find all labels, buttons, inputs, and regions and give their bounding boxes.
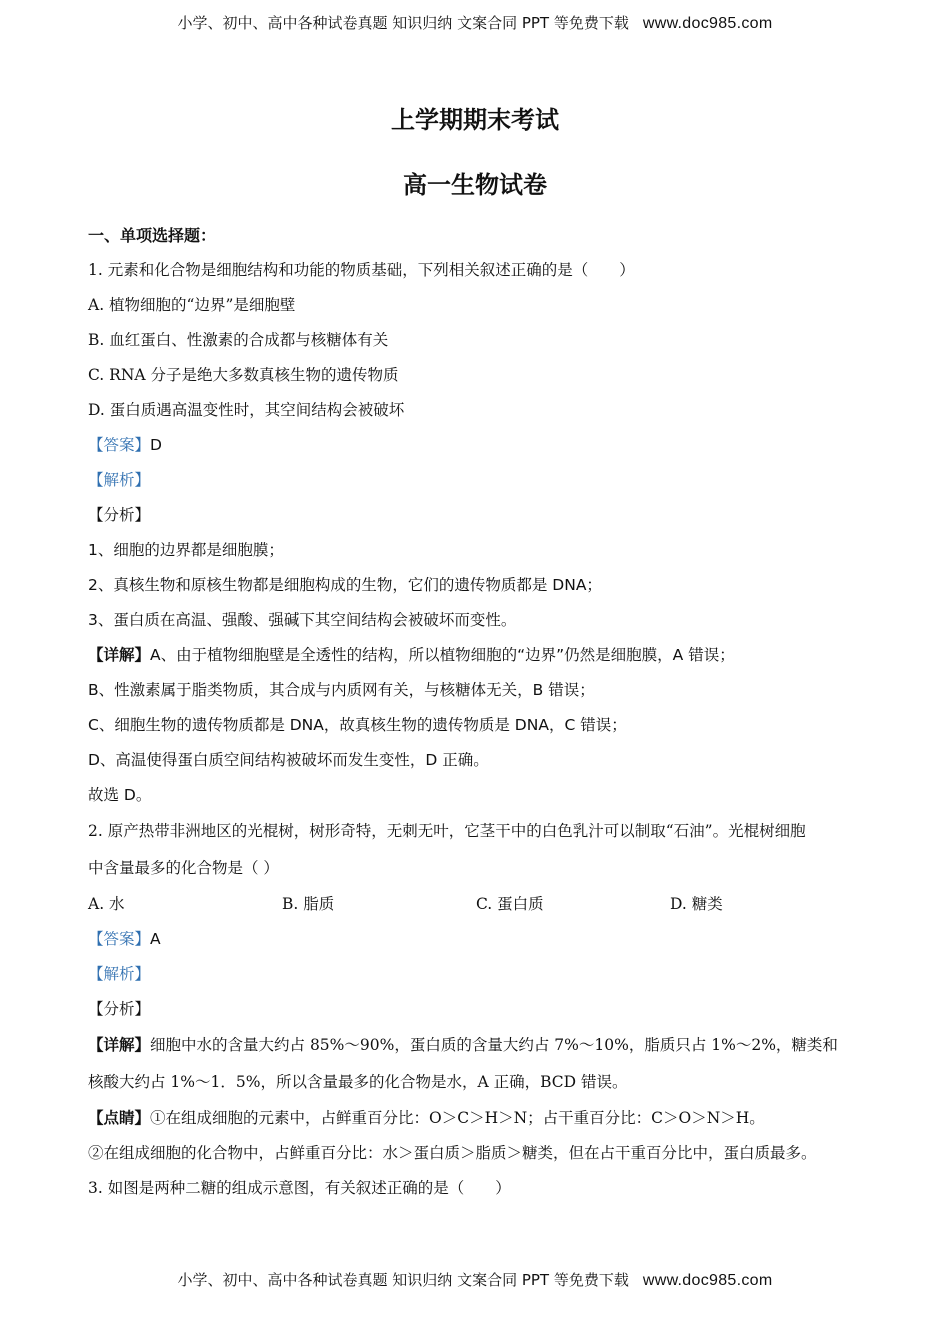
- q1-conclusion: 故选 D。: [88, 786, 152, 804]
- q1-analysis-tag: 【解析】: [88, 471, 151, 489]
- q2-stem-line-2: 中含量最多的化合物是（ ）: [88, 859, 279, 877]
- q1-stem: 1. 元素和化合物是细胞结构和功能的物质基础，下列相关叙述正确的是（ ）: [88, 261, 635, 279]
- q1-fenxi-line-3: 3、蛋白质在高温、强酸、强碱下其空间结构会被破坏而变性。: [88, 611, 517, 629]
- answer-value: D: [150, 436, 162, 454]
- answer-tag: 【答案】: [88, 436, 151, 454]
- q1-answer: [88, 428, 878, 463]
- footer-url[interactable]: www.doc985.com: [642, 1272, 773, 1289]
- q2-options: [88, 887, 878, 922]
- footer-text: 小学、初中、高中各种试卷真题 知识归纳 文案合同 PPT 等免费下载: [177, 1271, 629, 1289]
- q2-detail-line-2: 核酸大约占 1%～1．5%，所以含量最多的化合物是水，A 正确，BCD 错误。: [88, 1073, 628, 1091]
- exam-subtitle: 高一生物试卷: [403, 170, 547, 199]
- header-url[interactable]: www.doc985.com: [642, 15, 773, 32]
- dianjing-text: ①在组成细胞的元素中，占鲜重百分比：O＞C＞H＞N；占干重百分比：C＞O＞N＞H。: [150, 1109, 765, 1127]
- detail-text: 细胞中水的含量大约占 85%～90%，蛋白质的含量大约占 7%～10%，脂质只占 1%～2%，糖类和: [150, 1036, 838, 1054]
- q2-dianjing-line-1: [88, 1101, 878, 1136]
- document-body: [88, 218, 878, 1206]
- q1-fenxi-line-2: 2、真核生物和原核生物都是细胞构成的生物，它们的遗传物质都是 DNA；: [88, 576, 602, 594]
- detail-tag: 【详解】: [88, 646, 151, 664]
- q1-fenxi-line-1: 1、细胞的边界都是细胞膜；: [88, 541, 284, 559]
- q1-fenxi-tag: 【分析】: [88, 506, 151, 524]
- q2-detail-line-1: [88, 1027, 878, 1064]
- q1-detail-line-4: D、高温使得蛋白质空间结构被破坏而发生变性，D 正确。: [88, 751, 489, 769]
- header-text: 小学、初中、高中各种试卷真题 知识归纳 文案合同 PPT 等免费下载: [177, 14, 629, 32]
- q1-detail-line-1: [88, 638, 878, 673]
- q2-analysis-tag: 【解析】: [88, 965, 151, 983]
- dianjing-tag: 【点睛】: [88, 1109, 151, 1127]
- page-header: [0, 12, 950, 33]
- q2-option-c: C. 蛋白质: [476, 895, 544, 913]
- detail-text: A、由于植物细胞壁是全透性的结构，所以植物细胞的“边界”仍然是细胞膜，A 错误；: [150, 646, 735, 664]
- answer-value: A: [150, 930, 161, 948]
- q2-answer: [88, 922, 878, 957]
- q1-detail-line-3: C、细胞生物的遗传物质都是 DNA，故真核生物的遗传物质是 DNA，C 错误；: [88, 716, 627, 734]
- page-footer: [0, 1269, 950, 1290]
- q2-option-a: A. 水: [88, 895, 125, 913]
- q1-option-a: A. 植物细胞的“边界”是细胞壁: [88, 296, 296, 314]
- q2-option-b: B. 脂质: [282, 895, 335, 913]
- exam-title: 上学期期末考试: [391, 105, 559, 134]
- q3-stem: 3. 如图是两种二糖的组成示意图，有关叙述正确的是（ ）: [88, 1179, 511, 1197]
- section-heading: 一、单项选择题：: [88, 226, 217, 245]
- q2-option-d: D. 糖类: [670, 895, 723, 913]
- q2-fenxi-tag: 【分析】: [88, 1000, 151, 1018]
- q1-option-c: C. RNA 分子是绝大多数真核生物的遗传物质: [88, 366, 399, 384]
- answer-tag: 【答案】: [88, 930, 151, 948]
- q1-option-b: B. 血红蛋白、性激素的合成都与核糖体有关: [88, 331, 389, 349]
- detail-tag: 【详解】: [88, 1036, 151, 1054]
- q1-detail-line-2: B、性激素属于脂类物质，其合成与内质网有关，与核糖体无关，B 错误；: [88, 681, 595, 699]
- q2-stem-line-1: 2. 原产热带非洲地区的光棍树，树形奇特，无刺无叶，它茎干中的白色乳汁可以制取“石油”。光棍树细胞: [88, 822, 806, 840]
- q2-dianjing-line-2: ②在组成细胞的化合物中，占鲜重百分比：水＞蛋白质＞脂质＞糖类，但在占干重百分比中，蛋白质最多。: [88, 1144, 817, 1162]
- q1-option-d: D. 蛋白质遇高温变性时，其空间结构会被破坏: [88, 401, 405, 419]
